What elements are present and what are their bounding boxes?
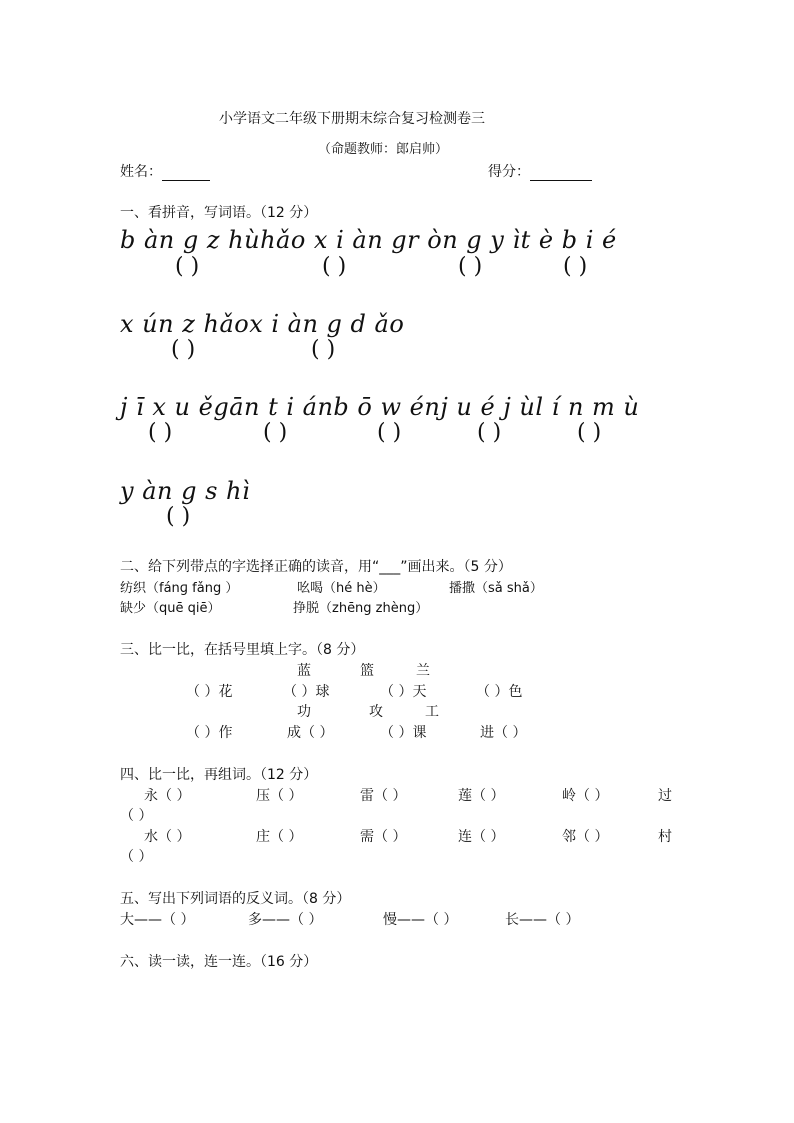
word-group-item[interactable]: 邻（ ）: [562, 829, 609, 845]
antonym-item[interactable]: 大——（ ）: [120, 912, 195, 928]
name-field[interactable]: [120, 161, 210, 181]
answer-blank[interactable]: ( ): [477, 420, 502, 445]
compare-char: 篮: [360, 663, 374, 679]
word-group-item[interactable]: 雷（ ）: [360, 788, 407, 804]
compare-char: 攻: [369, 704, 383, 720]
pronunciation-item[interactable]: 吆喝（hé hè）: [297, 581, 386, 596]
pronunciation-item[interactable]: 挣脱（zhēng zhèng）: [293, 601, 429, 616]
word-group-item[interactable]: 岭（ ）: [562, 788, 609, 804]
section-4-heading: 四、比一比，再组词。（12 分）: [120, 767, 318, 783]
word-group-item[interactable]: 庄（ ）: [256, 829, 303, 845]
section-1-heading: 一、看拼音，写词语。（12 分）: [120, 205, 318, 221]
antonym-item[interactable]: 多——（ ）: [248, 912, 323, 928]
answer-blank[interactable]: ( ): [577, 420, 602, 445]
compare-char: 兰: [416, 663, 430, 679]
fill-blank[interactable]: （ ）课: [380, 725, 427, 741]
answer-blank[interactable]: ( ): [263, 420, 288, 445]
answer-blank[interactable]: ( ): [175, 254, 200, 279]
word-group-item[interactable]: 压（ ）: [256, 788, 303, 804]
section-3-heading: 三、比一比，在括号里填上字。（8 分）: [120, 642, 365, 658]
word-group-item[interactable]: 连（ ）: [458, 829, 505, 845]
answer-blank[interactable]: ( ): [171, 337, 196, 362]
section-2-heading: 二、给下列带点的字选择正确的读音，用“___”画出来。（5 分）: [120, 559, 512, 575]
answer-blank[interactable]: ( ): [322, 254, 347, 279]
score-blank[interactable]: [530, 166, 592, 181]
antonym-item[interactable]: 长——（ ）: [505, 912, 580, 928]
word-group-item[interactable]: （ ）: [120, 808, 153, 824]
answer-blank[interactable]: ( ): [377, 420, 402, 445]
compare-char: 功: [297, 704, 311, 720]
pronunciation-item[interactable]: 缺少（quē qiē）: [120, 601, 221, 616]
page-subtitle: （命题教师：郎启帅）: [318, 142, 449, 157]
fill-blank[interactable]: 进（ ）: [480, 725, 527, 741]
word-group-item[interactable]: 水（ ）: [144, 829, 191, 845]
pinyin-line-1: b àn g z hùhǎo x i àn gr òn g y ìt è b i é: [120, 226, 617, 254]
section-5-heading: 五、写出下列词语的反义词。（8 分）: [120, 891, 351, 907]
compare-char: 蓝: [297, 663, 311, 679]
name-label: 姓名：: [120, 164, 162, 180]
word-group-item[interactable]: 永（ ）: [144, 788, 191, 804]
word-group-item[interactable]: 莲（ ）: [458, 788, 505, 804]
compare-char: 工: [425, 704, 439, 720]
name-blank[interactable]: [162, 166, 210, 181]
page-title: 小学语文二年级下册期末综合复习检测卷三: [219, 111, 485, 127]
antonym-item[interactable]: 慢——（ ）: [383, 912, 458, 928]
fill-blank[interactable]: （ ）花: [186, 684, 233, 700]
answer-blank[interactable]: ( ): [148, 420, 173, 445]
pronunciation-item[interactable]: 播撒（sǎ shǎ）: [449, 581, 543, 596]
score-label: 得分：: [488, 164, 530, 180]
word-group-item[interactable]: 过: [658, 788, 672, 804]
fill-blank[interactable]: 成（ ）: [287, 725, 334, 741]
word-group-item[interactable]: （ ）: [120, 849, 153, 865]
answer-blank[interactable]: ( ): [458, 254, 483, 279]
pronunciation-item[interactable]: 纺织（fánɡ fǎng ）: [120, 581, 239, 596]
answer-blank[interactable]: ( ): [166, 504, 191, 529]
pinyin-line-3: j ī x u ěgān t i ánb ō w énj u é j ùl í n m ù: [120, 393, 640, 421]
score-field[interactable]: [488, 161, 592, 181]
section-6-heading: 六、读一读，连一连。（16 分）: [120, 954, 318, 970]
fill-blank[interactable]: （ ）球: [283, 684, 330, 700]
word-group-item[interactable]: 需（ ）: [360, 829, 407, 845]
answer-blank[interactable]: ( ): [311, 337, 336, 362]
fill-blank[interactable]: （ ）作: [186, 725, 233, 741]
fill-blank[interactable]: （ ）天: [380, 684, 427, 700]
answer-blank[interactable]: ( ): [563, 254, 588, 279]
word-group-item[interactable]: 村: [658, 829, 672, 845]
pinyin-line-4: y àn g s hì: [120, 477, 251, 505]
pinyin-line-2: x ún z hǎox i àn g d ǎo: [120, 310, 405, 338]
fill-blank[interactable]: （ ）色: [476, 684, 523, 700]
